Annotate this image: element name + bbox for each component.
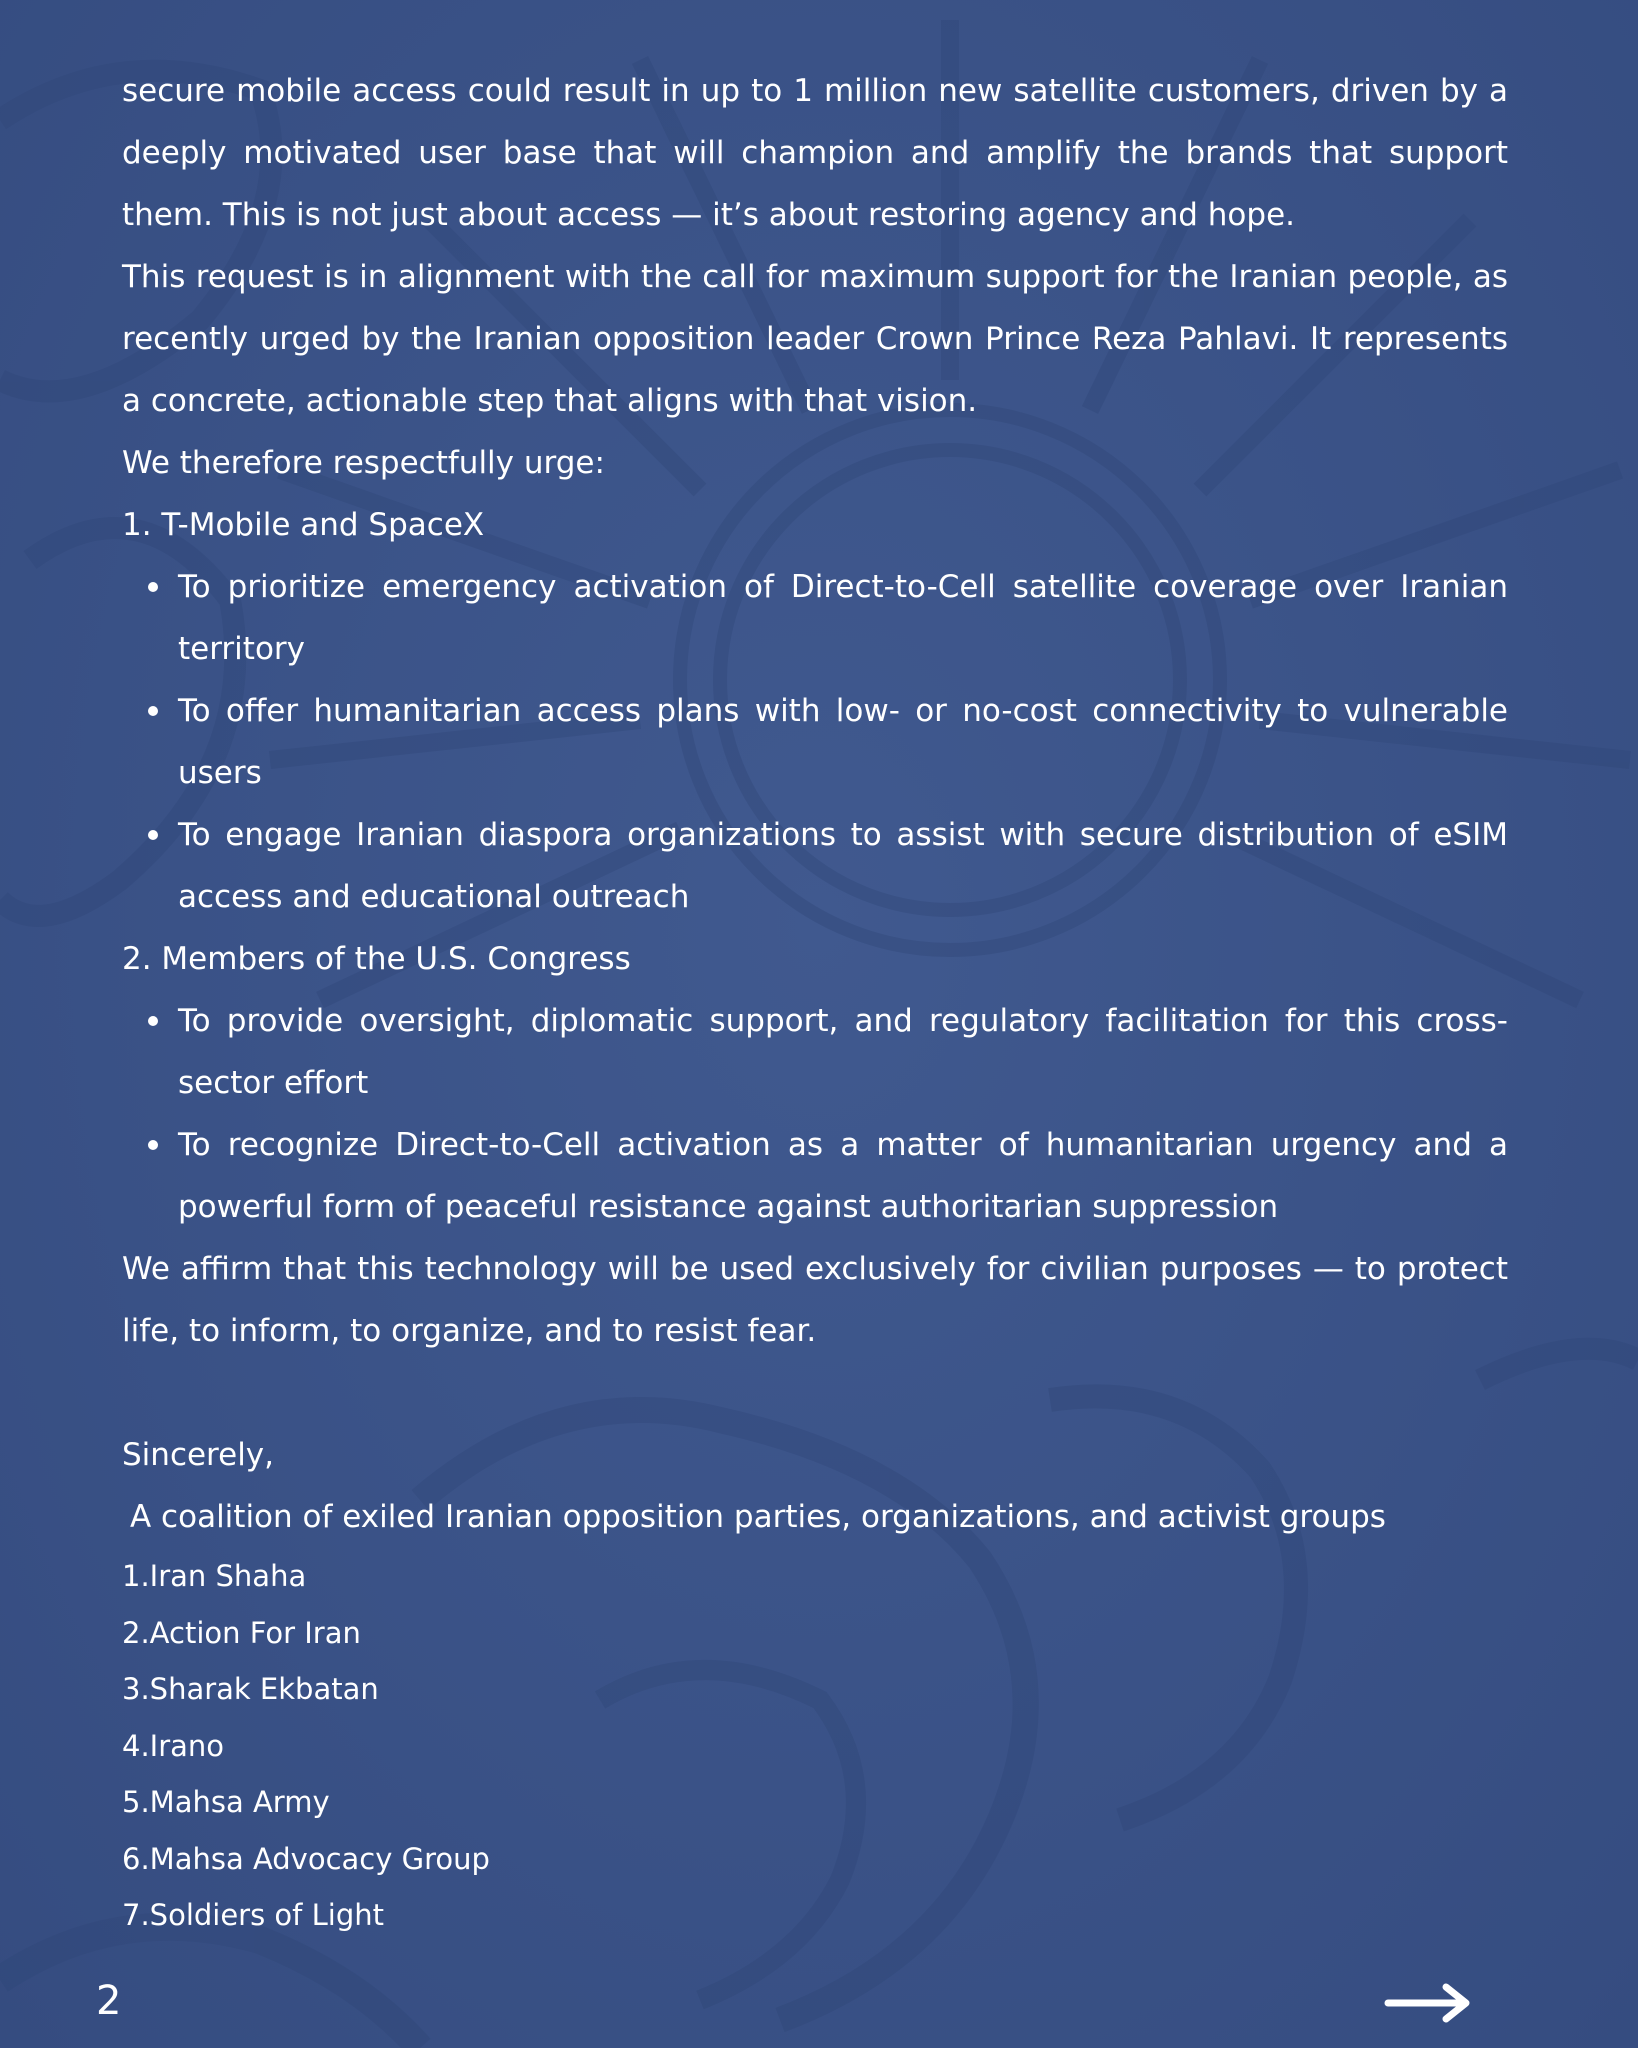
salutation: Sincerely,	[122, 1437, 275, 1473]
member-organizations-list	[122, 1548, 1508, 1944]
list-item-text: To engage Iranian diaspora organizations to assist with secure distribution of eSIM access and educational outreach	[178, 817, 1508, 915]
list-item: 5.Mahsa Army	[122, 1785, 330, 1819]
list-item: 4.Irano	[122, 1728, 225, 1763]
list-item	[178, 680, 1508, 804]
paragraph-affirmation: We affirm that this technology will be used exclusively for civilian purposes — to protect life, to inform, to organize, and to resist fear.	[122, 1251, 1508, 1349]
section-heading-congress: 2. Members of the U.S. Congress	[122, 941, 631, 977]
list-item	[178, 990, 1508, 1114]
list-item	[178, 804, 1508, 928]
list-item-text: To recognize Direct-to-Cell activation as a matter of humanitarian urgency and a powerful form of peaceful resistance against authoritarian suppression	[178, 1127, 1508, 1225]
letter-body	[122, 60, 1508, 1944]
list-item: 3.Sharak Ekbatan	[122, 1672, 379, 1706]
spacer	[122, 1362, 1508, 1424]
list-item	[178, 556, 1508, 680]
coalition-signature: A coalition of exiled Iranian opposition parties, organizations, and activist groups	[130, 1499, 1386, 1535]
right-arrow-icon[interactable]	[1384, 1982, 1474, 2024]
bullet-icon	[148, 830, 158, 840]
list-item: 7.Soldiers of Light	[122, 1898, 384, 1932]
list-item-text: To offer humanitarian access plans with low- or no-cost connectivity to vulnerable users	[178, 693, 1508, 791]
section-list-tmobile-spacex	[122, 556, 1508, 928]
paragraph-access-impact: secure mobile access could result in up to 1 million new satellite customers, driven by a deeply motivated user base that will champion and amplify the brands that support them. This is not just about access — it’s about restoring agency and hope.	[122, 73, 1508, 233]
section-heading-tmobile-spacex: 1. T-Mobile and SpaceX	[122, 507, 485, 543]
paragraph-urge: We therefore respectfully urge:	[122, 445, 605, 481]
bullet-icon	[148, 706, 158, 716]
bullet-icon	[148, 1016, 158, 1026]
page-number: 2	[96, 1978, 122, 2024]
paragraph-alignment: This request is in alignment with the call for maximum support for the Iranian people, as recently urged by the Iranian opposition leader Crown Prince Reza Pahlavi. It represents a concrete, actionable step that aligns with that vision.	[122, 259, 1508, 419]
bullet-icon	[148, 1140, 158, 1150]
list-item-text: To provide oversight, diplomatic support, and regulatory facilitation for this cross-sector effort	[178, 1003, 1508, 1101]
section-list-congress	[122, 990, 1508, 1238]
list-item: 2.Action For Iran	[122, 1615, 361, 1650]
list-item: 1.Iran Shaha	[122, 1559, 307, 1593]
list-item-text: To prioritize emergency activation of Direct-to-Cell satellite coverage over Iranian territory	[178, 569, 1508, 667]
list-item: 6.Mahsa Advocacy Group	[122, 1841, 490, 1876]
list-item	[178, 1114, 1508, 1238]
bullet-icon	[148, 582, 158, 592]
